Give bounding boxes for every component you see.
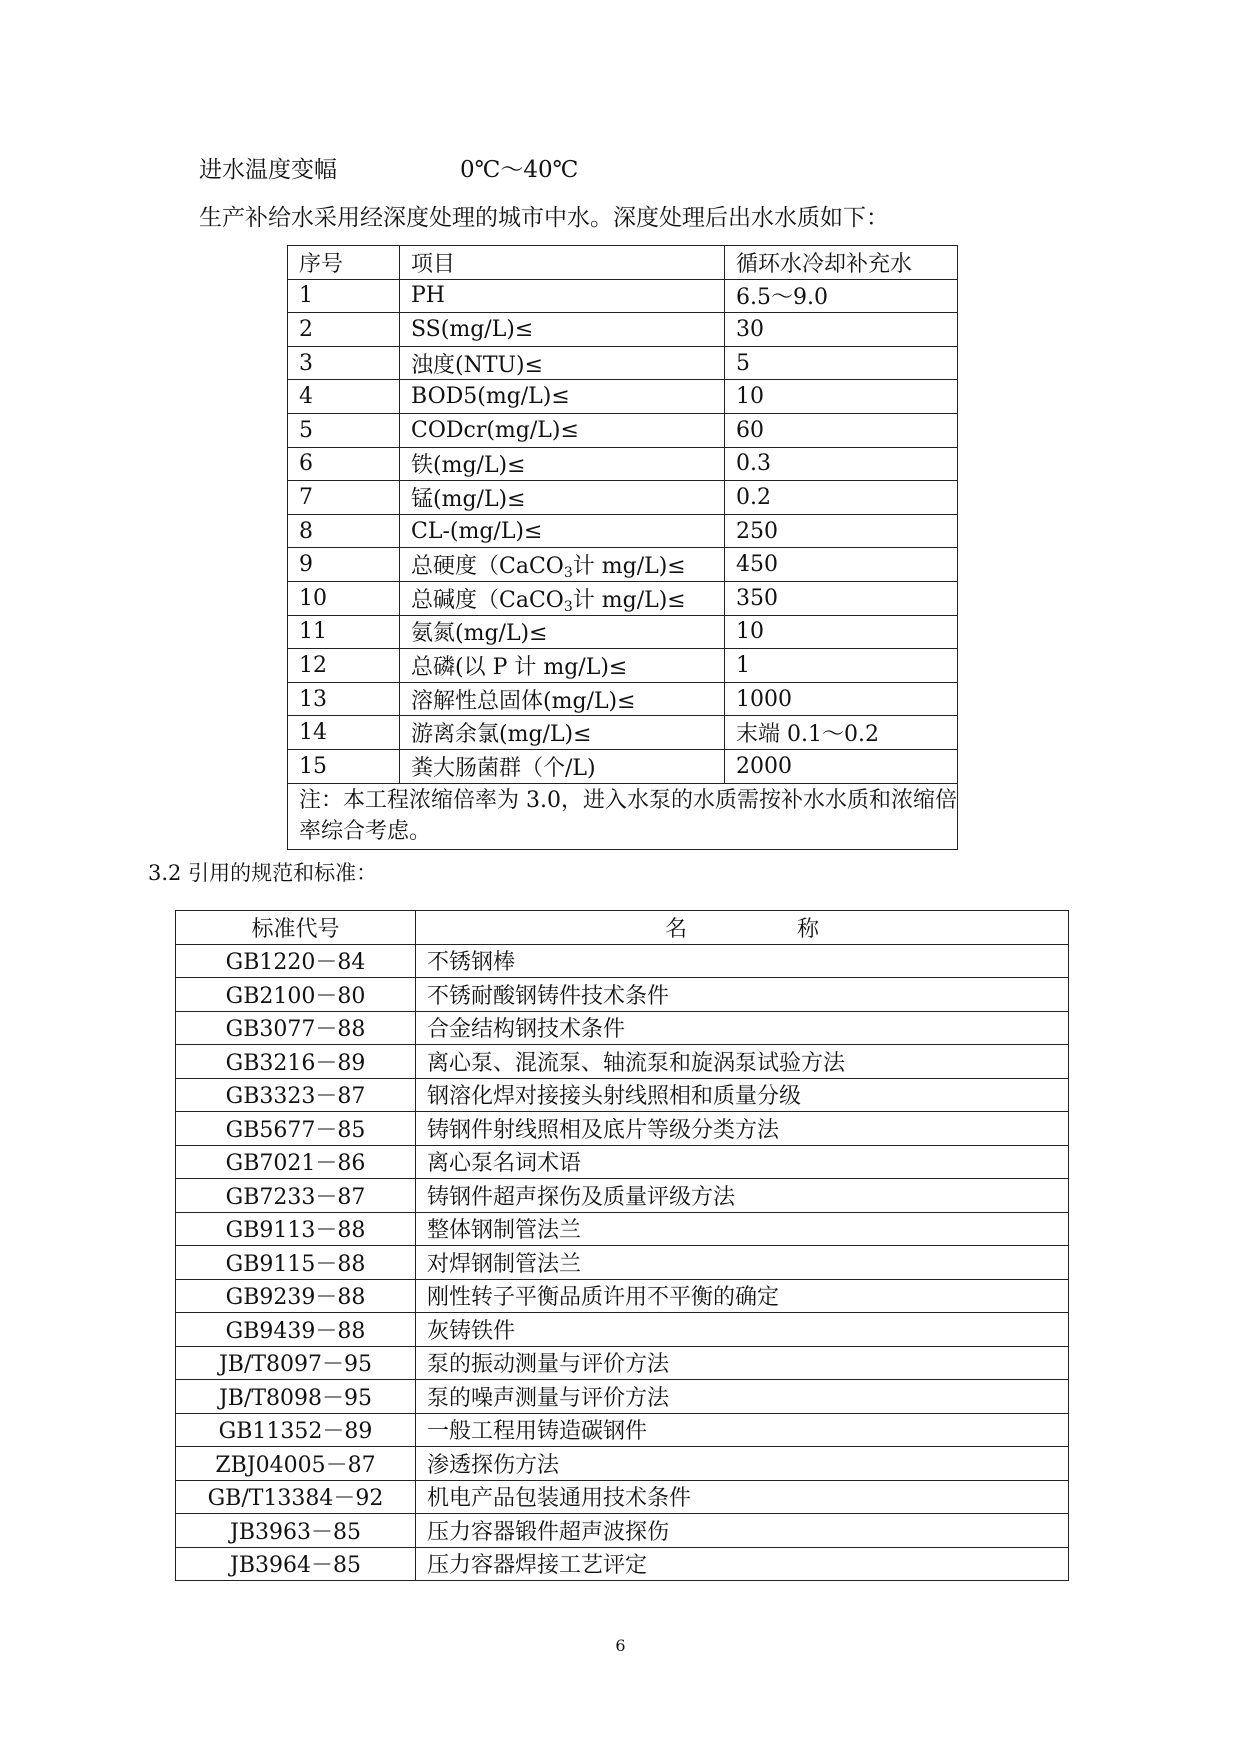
table-row xyxy=(176,1346,1069,1380)
item-subscript: 3 xyxy=(563,565,573,582)
table-row xyxy=(176,1011,1069,1045)
standard-name: 离心泵名词术语 xyxy=(416,1145,1069,1179)
item-text: 总硬度（CaCO xyxy=(411,554,564,580)
standard-code: GB3077－88 xyxy=(176,1011,416,1045)
row-item: CL-(mg/L)≤ xyxy=(400,514,725,548)
inlet-temperature-label: 进水温度变幅 xyxy=(199,157,337,183)
standard-name: 对焊钢制管法兰 xyxy=(416,1246,1069,1280)
row-item: 氨氮(mg/L)≤ xyxy=(400,615,725,649)
standard-name: 合金结构钢技术条件 xyxy=(416,1011,1069,1045)
standard-name: 不锈钢棒 xyxy=(416,944,1069,978)
standard-code: GB/T13384－92 xyxy=(176,1480,416,1514)
row-item: 粪大肠菌群（个/L) xyxy=(400,749,725,783)
standard-code: JB3963－85 xyxy=(176,1514,416,1548)
row-value: 60 xyxy=(725,413,958,447)
standard-name: 铸钢件射线照相及底片等级分类方法 xyxy=(416,1112,1069,1146)
water-quality-table xyxy=(287,245,958,850)
row-item: 锰(mg/L)≤ xyxy=(400,481,725,515)
row-number: 4 xyxy=(288,380,400,414)
standard-code: GB3216－89 xyxy=(176,1045,416,1079)
table-row xyxy=(288,514,958,548)
header-standard-code: 标准代号 xyxy=(176,911,416,945)
standard-name: 压力容器锻件超声波探伤 xyxy=(416,1514,1069,1548)
row-value: 末端 0.1～0.2 xyxy=(725,716,958,750)
table-row xyxy=(176,1179,1069,1213)
item-subscript: 3 xyxy=(563,598,573,615)
item-text: 总碱度（CaCO xyxy=(411,587,564,613)
inlet-temperature-value: 0℃～40℃ xyxy=(460,157,579,183)
table-row xyxy=(176,1279,1069,1313)
standard-code: JB/T8098－95 xyxy=(176,1380,416,1414)
table-row xyxy=(176,1514,1069,1548)
table-row xyxy=(176,1547,1069,1581)
standards-table-body xyxy=(176,911,1069,1581)
row-item xyxy=(400,581,725,615)
table-header-row xyxy=(176,911,1069,945)
row-number: 11 xyxy=(288,615,400,649)
standard-name: 泵的振动测量与评价方法 xyxy=(416,1346,1069,1380)
item-text-suffix: 计 mg/L)≤ xyxy=(572,554,686,580)
table-header-row xyxy=(288,246,958,280)
table-row xyxy=(176,1313,1069,1347)
standard-code: ZBJ04005－87 xyxy=(176,1447,416,1481)
standard-name: 泵的噪声测量与评价方法 xyxy=(416,1380,1069,1414)
standard-code: JB/T8097－95 xyxy=(176,1346,416,1380)
row-number: 10 xyxy=(288,581,400,615)
table-row xyxy=(176,978,1069,1012)
row-item: PH xyxy=(400,279,725,313)
standard-code: GB3323－87 xyxy=(176,1078,416,1112)
row-item: 游离余氯(mg/L)≤ xyxy=(400,716,725,750)
row-number: 9 xyxy=(288,548,400,582)
table-row xyxy=(176,1212,1069,1246)
table-row xyxy=(288,749,958,783)
table-row xyxy=(176,1246,1069,1280)
standard-code: GB2100－80 xyxy=(176,978,416,1012)
row-number: 8 xyxy=(288,514,400,548)
row-item: BOD5(mg/L)≤ xyxy=(400,380,725,414)
table-row xyxy=(288,682,958,716)
row-value: 250 xyxy=(725,514,958,548)
standard-name: 不锈耐酸钢铸件技术条件 xyxy=(416,978,1069,1012)
row-item: SS(mg/L)≤ xyxy=(400,313,725,347)
row-item xyxy=(400,548,725,582)
standard-name: 铸钢件超声探伤及质量评级方法 xyxy=(416,1179,1069,1213)
row-number: 3 xyxy=(288,346,400,380)
row-number: 2 xyxy=(288,313,400,347)
standards-table xyxy=(175,910,1069,1581)
table-row xyxy=(288,716,958,750)
standard-code: GB9439－88 xyxy=(176,1313,416,1347)
table-note-row xyxy=(288,783,958,849)
standard-code: GB1220－84 xyxy=(176,944,416,978)
row-item: 总磷(以 P 计 mg/L)≤ xyxy=(400,649,725,683)
row-item: 溶解性总固体(mg/L)≤ xyxy=(400,682,725,716)
table-row xyxy=(176,1447,1069,1481)
page-number: 6 xyxy=(615,1636,626,1655)
header-no: 序号 xyxy=(288,246,400,280)
row-item: 铁(mg/L)≤ xyxy=(400,447,725,481)
standard-name: 渗透探伤方法 xyxy=(416,1447,1069,1481)
table-row xyxy=(288,346,958,380)
row-value: 0.2 xyxy=(725,481,958,515)
table-row xyxy=(176,1380,1069,1414)
standard-name: 一般工程用铸造碳钢件 xyxy=(416,1413,1069,1447)
table-row xyxy=(288,313,958,347)
row-number: 6 xyxy=(288,447,400,481)
table-row xyxy=(176,944,1069,978)
row-value: 6.5～9.0 xyxy=(725,279,958,313)
row-value: 1000 xyxy=(725,682,958,716)
standard-name: 钢溶化焊对接接头射线照相和质量分级 xyxy=(416,1078,1069,1112)
water-quality-table-body xyxy=(288,246,958,850)
standard-code: GB9115－88 xyxy=(176,1246,416,1280)
standard-name: 机电产品包装通用技术条件 xyxy=(416,1480,1069,1514)
row-value: 10 xyxy=(725,380,958,414)
standard-name: 整体钢制管法兰 xyxy=(416,1212,1069,1246)
item-text-suffix: 计 mg/L)≤ xyxy=(572,587,686,613)
table-row xyxy=(176,1045,1069,1079)
standard-name: 离心泵、混流泵、轴流泵和旋涡泵试验方法 xyxy=(416,1045,1069,1079)
standard-code: GB7233－87 xyxy=(176,1179,416,1213)
header-item: 项目 xyxy=(400,246,725,280)
standard-code: GB5677－85 xyxy=(176,1112,416,1146)
row-number: 14 xyxy=(288,716,400,750)
table-row xyxy=(288,380,958,414)
table-row xyxy=(288,581,958,615)
table-row xyxy=(288,447,958,481)
standard-code: GB9239－88 xyxy=(176,1279,416,1313)
standard-name: 灰铸铁件 xyxy=(416,1313,1069,1347)
table-row xyxy=(176,1480,1069,1514)
table-row xyxy=(288,649,958,683)
intro-paragraph: 生产补给水采用经深度处理的城市中水。深度处理后出水水质如下： xyxy=(199,205,889,231)
row-number: 12 xyxy=(288,649,400,683)
row-number: 1 xyxy=(288,279,400,313)
table-row xyxy=(176,1112,1069,1146)
standard-code: GB7021－86 xyxy=(176,1145,416,1179)
section-heading: 3.2 引用的规范和标准： xyxy=(148,861,378,885)
standard-name: 刚性转子平衡品质许用不平衡的确定 xyxy=(416,1279,1069,1313)
row-number: 7 xyxy=(288,481,400,515)
table-row xyxy=(288,279,958,313)
row-value: 0.3 xyxy=(725,447,958,481)
table-row xyxy=(176,1145,1069,1179)
table-row xyxy=(288,481,958,515)
row-value: 1 xyxy=(725,649,958,683)
row-number: 15 xyxy=(288,749,400,783)
header-standard-name: 名 称 xyxy=(416,911,1069,945)
row-value: 450 xyxy=(725,548,958,582)
row-number: 5 xyxy=(288,413,400,447)
row-value: 350 xyxy=(725,581,958,615)
table-row xyxy=(288,413,958,447)
row-value: 2000 xyxy=(725,749,958,783)
table-row xyxy=(288,548,958,582)
standard-code: JB3964－85 xyxy=(176,1547,416,1581)
header-value: 循环水冷却补充水 xyxy=(725,246,958,280)
table-row xyxy=(176,1413,1069,1447)
table-note: 注：本工程浓缩倍率为 3.0，进入水泵的水质需按补水水质和浓缩倍率综合考虑。 xyxy=(288,783,958,849)
table-row xyxy=(288,615,958,649)
table-row xyxy=(176,1078,1069,1112)
row-number: 13 xyxy=(288,682,400,716)
row-item: 浊度(NTU)≤ xyxy=(400,346,725,380)
standard-code: GB9113－88 xyxy=(176,1212,416,1246)
row-item: CODcr(mg/L)≤ xyxy=(400,413,725,447)
row-value: 10 xyxy=(725,615,958,649)
standard-name: 压力容器焊接工艺评定 xyxy=(416,1547,1069,1581)
row-value: 5 xyxy=(725,346,958,380)
standard-code: GB11352－89 xyxy=(176,1413,416,1447)
row-value: 30 xyxy=(725,313,958,347)
